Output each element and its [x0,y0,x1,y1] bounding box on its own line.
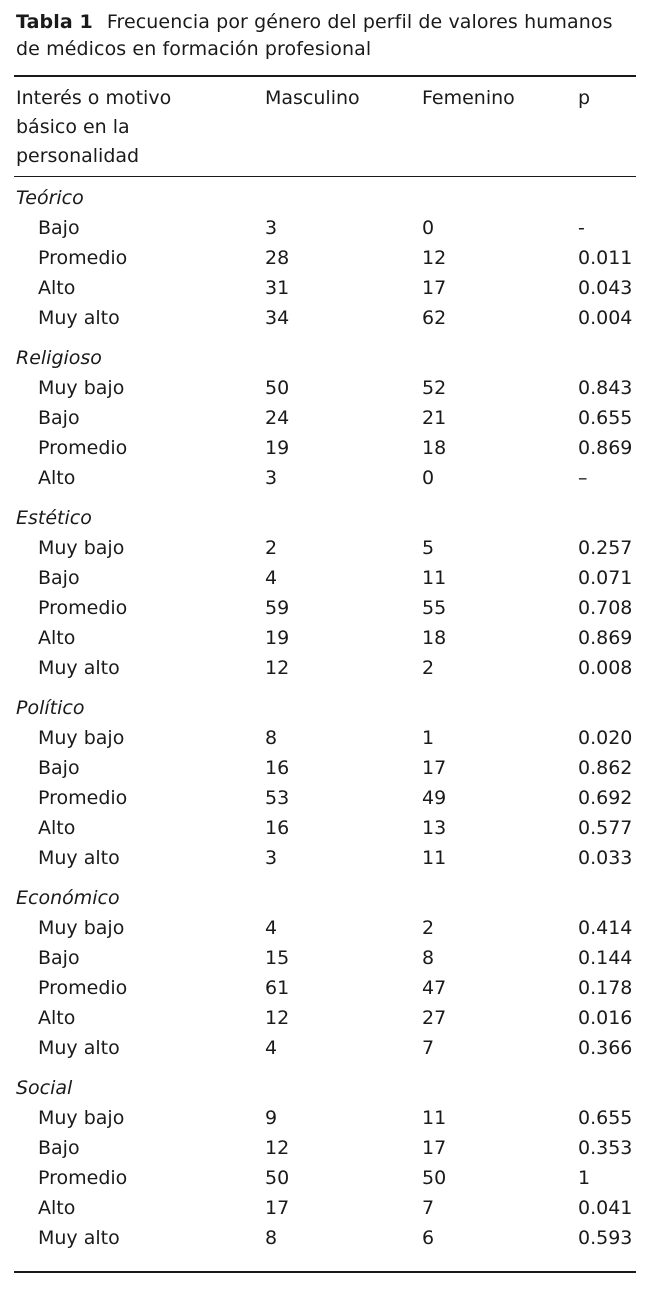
cell-level: Bajo [38,567,80,589]
cell-female: 21 [422,407,447,429]
cell-female: 47 [422,977,447,999]
table-row [0,753,650,783]
cell-p-value: 0.655 [578,1107,633,1129]
cell-female: 11 [422,847,447,869]
table-row [0,843,650,873]
cell-level: Bajo [38,947,80,969]
cell-male: 19 [265,627,290,649]
cell-female: 5 [422,537,435,559]
cell-level: Muy alto [38,1037,120,1059]
cell-level: Muy alto [38,1227,120,1249]
table-caption-text: Frecuencia por género del perfil de valores humanos de médicos en formación profesional [16,11,613,60]
table-row [0,943,650,973]
cell-male: 4 [265,567,278,589]
group-title: Teórico [16,187,84,209]
cell-level: Muy alto [38,307,120,329]
table-row [0,813,650,843]
cell-male: 19 [265,437,290,459]
cell-female: 18 [422,437,447,459]
cell-p-value: 0.843 [578,377,633,399]
cell-male: 3 [265,847,278,869]
cell-p-value: 0.041 [578,1197,633,1219]
table-row [0,463,650,493]
cell-p-value: 0.257 [578,537,633,559]
cell-p-value: 0.692 [578,787,633,809]
cell-male: 31 [265,277,290,299]
table-row [0,1133,650,1163]
cell-level: Bajo [38,217,80,239]
table-group [0,1073,650,1253]
table-row [0,273,650,303]
group-title: Religioso [16,347,102,369]
cell-male: 8 [265,727,278,749]
table-row [0,653,650,683]
cell-p-value: 0.593 [578,1227,633,1249]
cell-level: Alto [38,467,76,489]
cell-level: Muy bajo [38,727,125,749]
cell-male: 4 [265,1037,278,1059]
table-row [0,533,650,563]
cell-p-value: 0.869 [578,627,633,649]
table-caption [16,9,638,63]
table-row [0,623,650,653]
cell-male: 50 [265,1167,290,1189]
group-title: Político [16,697,85,719]
table-row [0,243,650,273]
table-label: Tabla 1 [16,11,93,33]
cell-level: Muy alto [38,657,120,679]
table-row [0,1193,650,1223]
table-group [0,693,650,873]
cell-p-value: 0.020 [578,727,633,749]
cell-male: 34 [265,307,290,329]
cell-p-value: 0.016 [578,1007,633,1029]
table-header-rule [14,176,636,177]
cell-female: 6 [422,1227,435,1249]
cell-level: Promedio [38,1167,128,1189]
cell-male: 3 [265,217,278,239]
cell-male: 50 [265,377,290,399]
cell-male: 2 [265,537,278,559]
cell-female: 13 [422,817,447,839]
cell-p-value: 0.862 [578,757,633,779]
cell-female: 0 [422,217,435,239]
cell-level: Alto [38,627,76,649]
cell-level: Alto [38,277,76,299]
table-row [0,783,650,813]
cell-p-value: 0.011 [578,247,633,269]
table-row [0,433,650,463]
table-group [0,343,650,493]
cell-female: 55 [422,597,447,619]
cell-p-value: 0.414 [578,917,633,939]
table-row [0,723,650,753]
cell-male: 24 [265,407,290,429]
cell-level: Alto [38,817,76,839]
cell-p-value: 0.008 [578,657,633,679]
column-header-female: Femenino [422,87,515,109]
cell-p-value: 0.869 [578,437,633,459]
cell-male: 61 [265,977,290,999]
group-title: Social [16,1077,73,1099]
table-group [0,503,650,683]
cell-level: Muy bajo [38,377,125,399]
cell-male: 59 [265,597,290,619]
table-row [0,973,650,1003]
cell-level: Bajo [38,407,80,429]
cell-p-value: 0.366 [578,1037,633,1059]
cell-male: 28 [265,247,290,269]
table-group [0,883,650,1063]
table-row [0,373,650,403]
table-row [0,1033,650,1063]
cell-p-value: 0.655 [578,407,633,429]
table-row [0,213,650,243]
cell-male: 12 [265,1137,290,1159]
cell-p-value: 0.071 [578,567,633,589]
cell-male: 8 [265,1227,278,1249]
cell-female: 27 [422,1007,447,1029]
cell-p-value: 0.353 [578,1137,633,1159]
cell-level: Alto [38,1007,76,1029]
cell-female: 12 [422,247,447,269]
cell-male: 12 [265,657,290,679]
cell-level: Promedio [38,247,128,269]
cell-level: Muy alto [38,847,120,869]
cell-level: Alto [38,1197,76,1219]
group-title: Estético [16,507,92,529]
cell-p-value: 0.004 [578,307,633,329]
cell-level: Promedio [38,787,128,809]
cell-p-value: 0.577 [578,817,633,839]
cell-level: Promedio [38,437,128,459]
table-top-rule [14,75,636,77]
cell-female: 7 [422,1197,435,1219]
cell-male: 12 [265,1007,290,1029]
table-row [0,1163,650,1193]
table-row [0,563,650,593]
cell-level: Promedio [38,597,128,619]
table-group [0,183,650,333]
cell-p-value: 0.144 [578,947,633,969]
cell-female: 52 [422,377,447,399]
group-title: Económico [16,887,120,909]
cell-level: Bajo [38,757,80,779]
table-row [0,1003,650,1033]
cell-male: 15 [265,947,290,969]
cell-female: 2 [422,917,435,939]
column-header-male: Masculino [265,87,360,109]
cell-female: 50 [422,1167,447,1189]
cell-level: Muy bajo [38,917,125,939]
cell-male: 4 [265,917,278,939]
cell-p-value: - [578,217,585,239]
table-row [0,1103,650,1133]
cell-level: Promedio [38,977,128,999]
table-row [0,403,650,433]
cell-male: 53 [265,787,290,809]
cell-p-value: 0.043 [578,277,633,299]
cell-p-value: 0.708 [578,597,633,619]
cell-female: 2 [422,657,435,679]
cell-female: 11 [422,567,447,589]
cell-p-value: 0.033 [578,847,633,869]
table-body [0,183,650,1263]
cell-level: Muy bajo [38,1107,125,1129]
table-row [0,1223,650,1253]
cell-male: 3 [265,467,278,489]
cell-female: 7 [422,1037,435,1059]
column-header-interest: Interés o motivo básico en la personalidad [16,87,172,167]
cell-p-value: – [578,467,588,489]
column-header-p: p [578,87,591,109]
cell-female: 49 [422,787,447,809]
cell-female: 17 [422,277,447,299]
cell-p-value: 0.178 [578,977,633,999]
cell-female: 0 [422,467,435,489]
cell-male: 16 [265,757,290,779]
cell-female: 18 [422,627,447,649]
cell-male: 9 [265,1107,278,1129]
table-bottom-rule [14,1271,636,1273]
table-row [0,593,650,623]
cell-female: 17 [422,1137,447,1159]
cell-female: 8 [422,947,435,969]
cell-p-value: 1 [578,1167,591,1189]
cell-level: Bajo [38,1137,80,1159]
cell-female: 1 [422,727,435,749]
cell-male: 16 [265,817,290,839]
cell-level: Muy bajo [38,537,125,559]
cell-female: 11 [422,1107,447,1129]
table-row [0,913,650,943]
cell-female: 17 [422,757,447,779]
table-row [0,303,650,333]
cell-male: 17 [265,1197,290,1219]
cell-female: 62 [422,307,447,329]
